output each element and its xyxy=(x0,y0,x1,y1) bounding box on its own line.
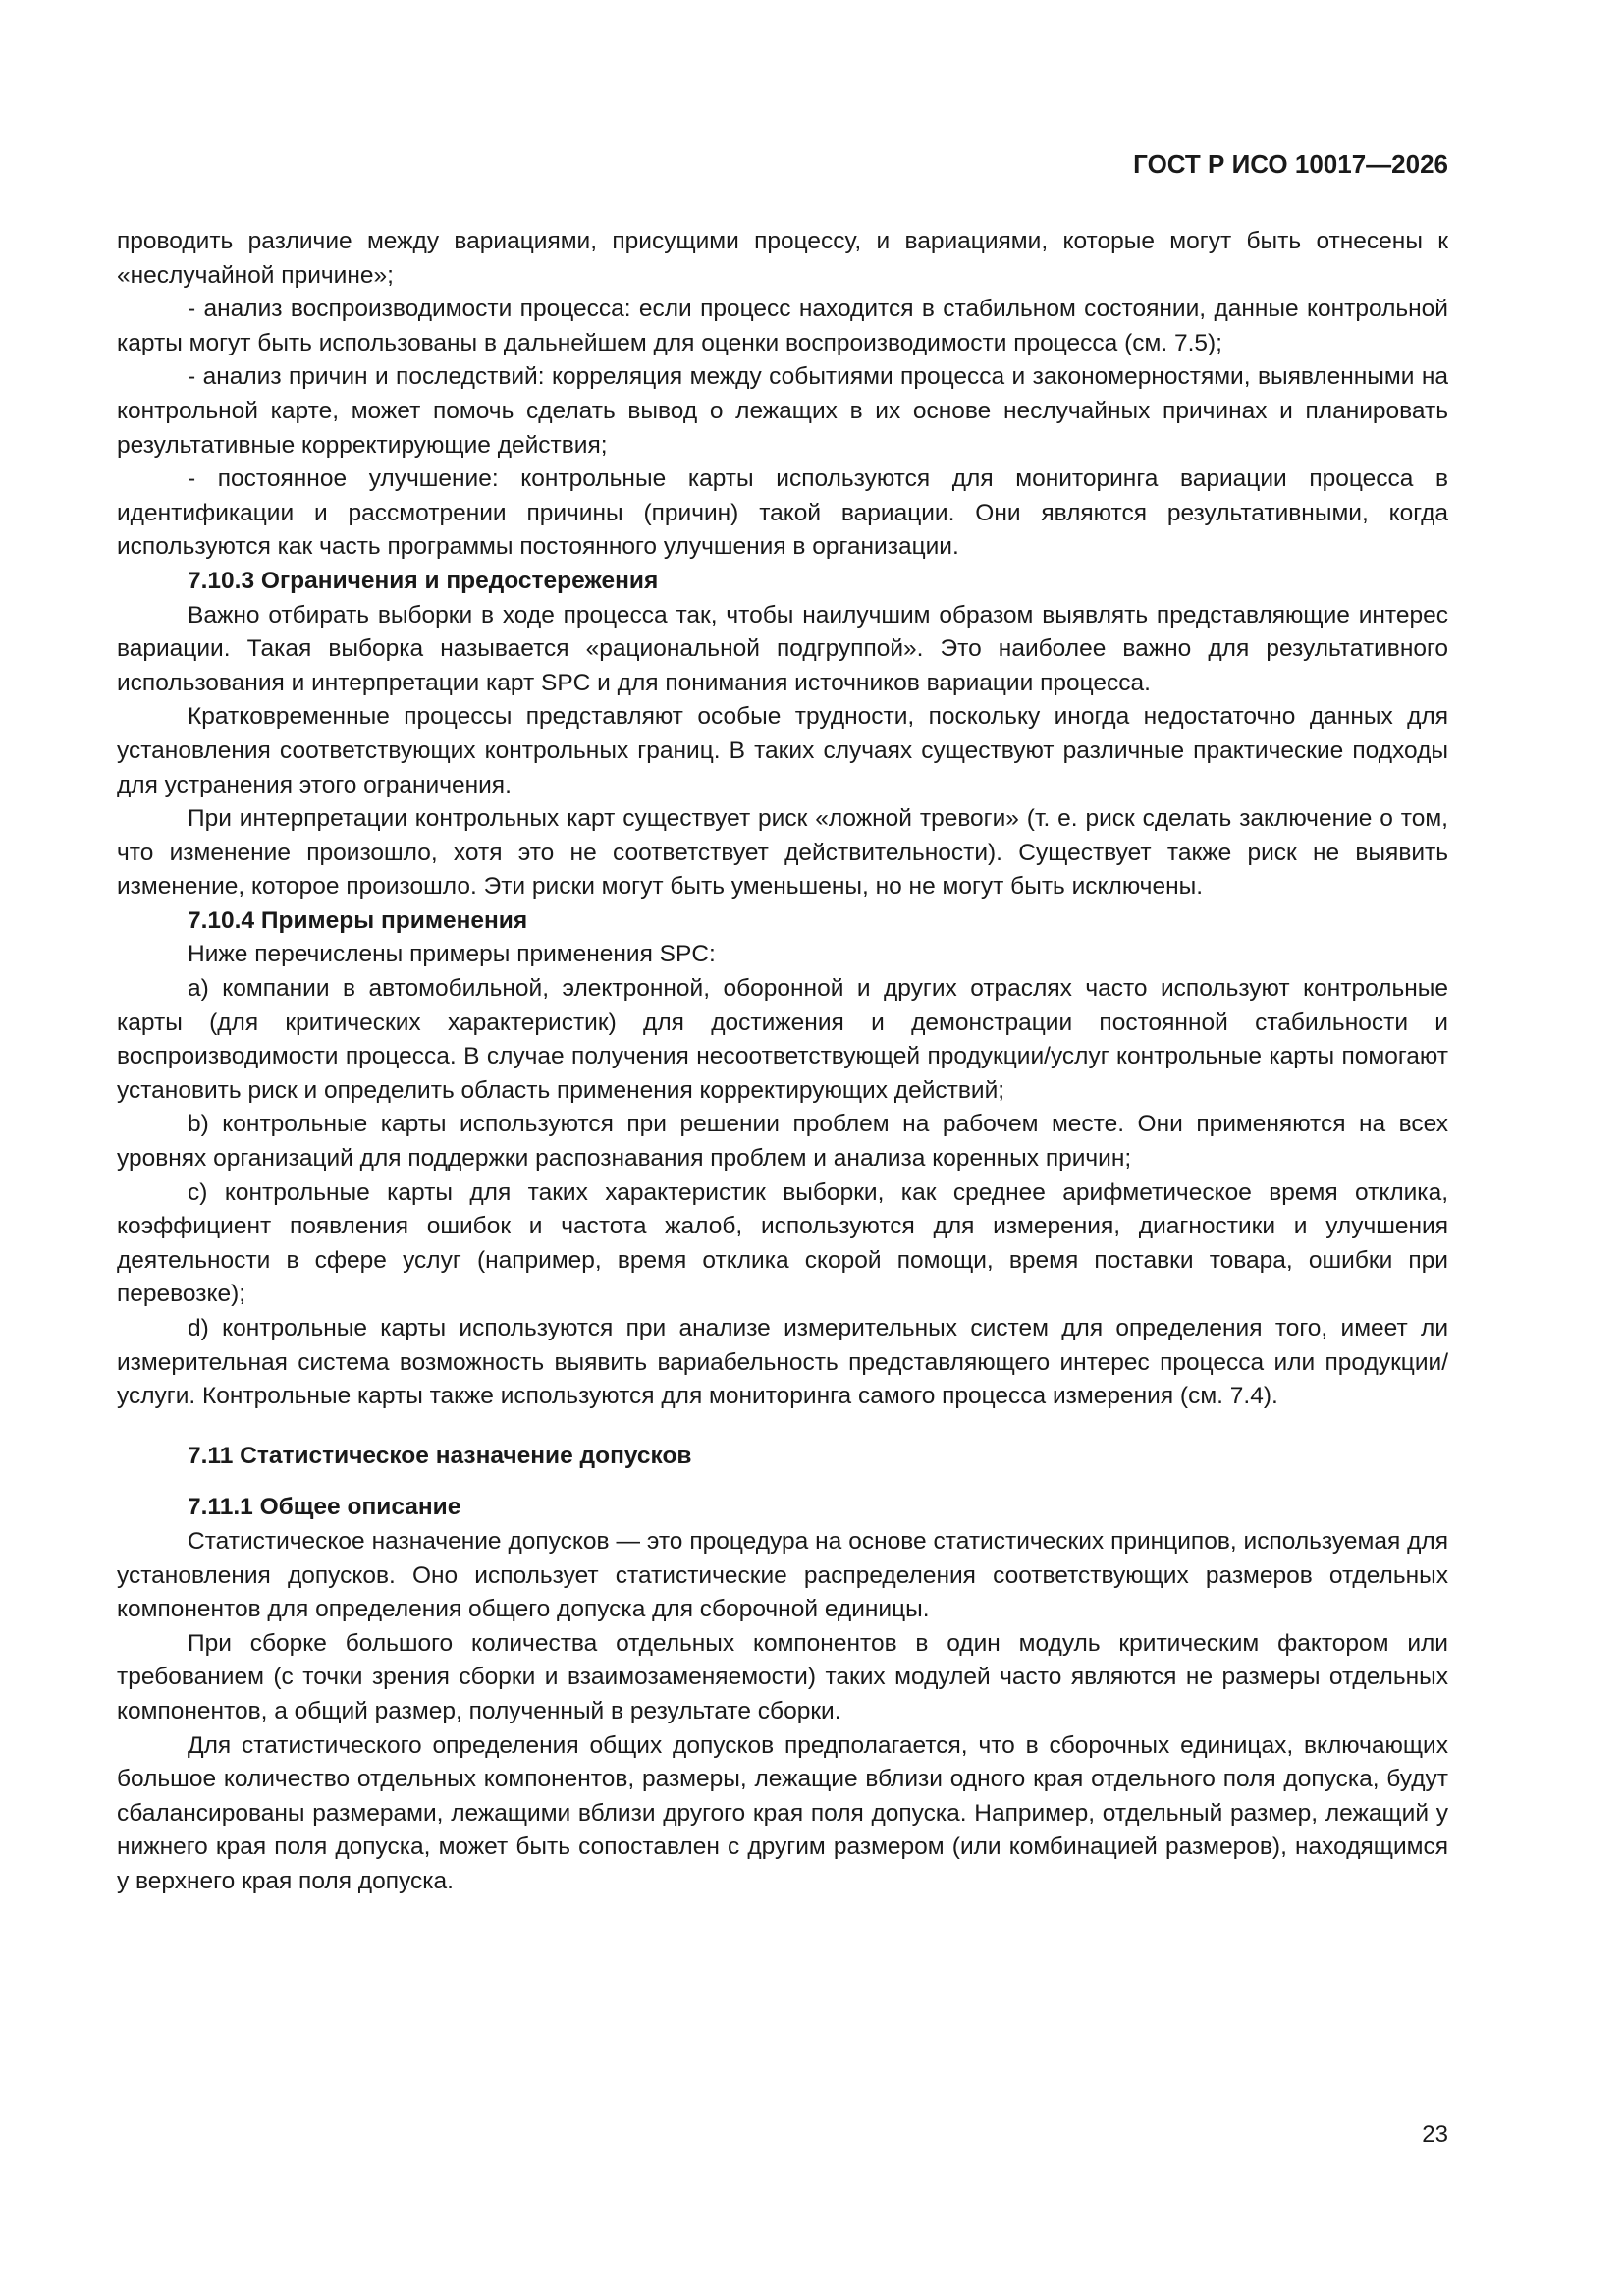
paragraph: При интерпретации контрольных карт существует риск «ложной тревоги» (т. е. риск сделать заключение о том, что изменение произошло, хотя это не соответствует действительности). Существует также риск не выявить изменение, которое произошло. Эти риски могут быть уменьшены, но не могут быть исключены. xyxy=(117,805,1448,901)
list-item-cause-effect-analysis: - анализ причин и последствий: корреляция между событиями процесса и закономерностями, выявленными на контрольной карте, может помочь сделать вывод о лежащих в их основе неслучайных причинах и планировать результативные корректирующие действия; xyxy=(117,363,1448,459)
standard-designation: ГОСТ Р ИСО 10017—2026 xyxy=(1133,149,1448,179)
paragraph: Ниже перечислены примеры применения SPC: xyxy=(188,941,716,968)
paragraph: При сборке большого количества отдельных компонентов в один модуль критическим фактором или требованием (с точки зрения сборки и взаимозаменяемости) таких модулей часто являются не размеры отдельных компонентов, а общий размер, полученный в результате сборки. xyxy=(117,1629,1448,1724)
section-heading-7-10-4: 7.10.4 Примеры применения xyxy=(188,906,528,934)
paragraph: Для статистического определения общих допусков предполагается, что в сборочных единицах, включающих большое количество отдельных компонентов, размеры, лежащие вблизи одного края отдельного поля допуска, будут сбалансированы размерами, лежащими вблизи другого края поля допуска. Например, отдельный размер, лежащий у нижнего края поля допуска, может быть сопоставлен с другим размером (или комбинацией размеров), находящимся у верхнего края поля допуска. xyxy=(117,1731,1448,1894)
section-heading-7-11-1: 7.11.1 Общее описание xyxy=(188,1494,461,1521)
list-item-d: d) контрольные карты используются при анализе измерительных систем для определения того, имеет ли измерительная система возможность выявить вариабельность представляющего интерес процесса или продукции/услуги. Контрольные карты также используются для мониторинга самого процесса измерения (см. 7.4). xyxy=(117,1315,1448,1410)
list-item-continuous-improvement: - постоянное улучшение: контрольные карты используются для мониторинга вариации процесса в идентификации и рассмотрении причины (причин) такой вариации. Они являются результативными, когда используются как часть программы постоянного улучшения в организации. xyxy=(117,465,1448,561)
section-heading-7-10-3: 7.10.3 Ограничения и предостережения xyxy=(188,567,659,594)
section-heading-7-11: 7.11 Статистическое назначение допусков xyxy=(188,1442,692,1469)
list-item-capability-analysis: - анализ воспроизводимости процесса: если процесс находится в стабильном состоянии, данные контрольной карты могут быть использованы в дальнейшем для оценки воспроизводимости процесса (см. 7.5); xyxy=(117,296,1448,356)
page-body xyxy=(117,225,1448,1899)
list-item-c: c) контрольные карты для таких характеристик выборки, как среднее арифметическое время отклика, коэффициент появления ошибок и частота жалоб, используются для измерения, диагностики и улучшения деятельности в сфере услуг (например, время отклика скорой помощи, время поставки товара, ошибки при перевозке); xyxy=(117,1178,1448,1308)
paragraph: Статистическое назначение допусков — это процедура на основе статистических принципов, используемая для установления допусков. Оно использует статистические распределения соответствующих размеров отдельных компонентов для определения общего допуска для сборочной единицы. xyxy=(117,1527,1448,1623)
paragraph-continuation: проводить различие между вариациями, присущими процессу, и вариациями, которые могут быть отнесены к «неслучайной причине»; xyxy=(117,228,1448,289)
page-number: 23 xyxy=(1422,2121,1448,2148)
paragraph: Важно отбирать выборки в ходе процесса так, чтобы наилучшим образом выявлять представляющие интерес вариации. Такая выборка называется «рациональной подгруппой». Это наиболее важно для результативного использования и интерпретации карт SPC и для понимания источников вариации процесса. xyxy=(117,601,1448,696)
list-item-b: b) контрольные карты используются при решении проблем на рабочем месте. Они применяются на всех уровнях организаций для поддержки распознавания проблем и анализа коренных причин; xyxy=(117,1111,1448,1173)
paragraph: Кратковременные процессы представляют особые трудности, поскольку иногда недостаточно данных для установления соответствующих контрольных границ. В таких случаях существуют различные практические подходы для устранения этого ограничения. xyxy=(117,703,1448,798)
list-item-a: a) компании в автомобильной, электронной, оборонной и других отраслях часто используют контрольные карты (для критических характеристик) для достижения и демонстрации постоянной стабильности и воспроизводимости процесса. В случае получения несоответствующей продукции/услуг контрольные карты помогают установить риск и определить область применения корректирующих действий; xyxy=(117,975,1448,1104)
